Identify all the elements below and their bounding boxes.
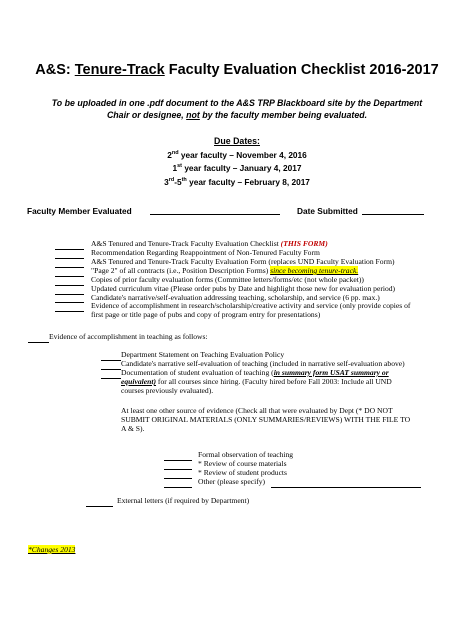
checkbox-line[interactable] [86,506,113,507]
checkbox-line[interactable] [164,478,192,479]
checklist-item-continued: first page or title page of pubs and copy of program entry for presentations) [91,310,321,319]
checkbox-line[interactable] [164,460,192,461]
due-date-2nd-year: 2nd year faculty – November 4, 2016 [167,150,307,160]
checklist-item: Recommendation Regarding Reappointment of Non-Tenured Faculty Form [91,248,320,257]
checkbox-line[interactable] [101,369,121,370]
due-dates-heading: Due Dates: [214,136,260,146]
checkbox-line[interactable] [101,360,121,361]
other-specify-field[interactable] [271,487,421,488]
faculty-member-label: Faculty Member Evaluated [27,206,132,216]
checklist-item: A&S Tenured and Tenure-Track Faculty Evaluation Checklist (THIS FORM) [91,239,328,248]
checklist-item: Candidate's narrative/self-evaluation addressing teaching, scholarship, and service (6 pp. max.) [91,293,380,302]
faculty-member-field[interactable] [150,214,280,215]
evidence-option: * Review of student products [198,468,288,477]
teaching-item: Candidate's narrative self-evaluation of teaching (included in narrative self-evaluation above) [121,359,405,368]
teaching-heading: Evidence of accomplishment in teaching as follows: [49,332,208,341]
evidence-option: Other (please specify) [198,477,266,486]
title-underlined: Tenure-Track [74,62,165,78]
other-evidence-text: At least one other source of evidence (Check all that were evaluated by Dept (* DO NOT [121,406,393,415]
teaching-item-continued: courses previously evaluated). [121,386,214,395]
evidence-option: Formal observation of teaching [198,450,294,459]
checkbox-line[interactable] [28,342,49,343]
date-submitted-field[interactable] [362,214,424,215]
teaching-item: Department Statement on Teaching Evaluation Policy [121,350,285,359]
other-evidence-text: SUBMIT ORIGINAL MATERIALS (ONLY SUMMARIES/REVIEWS) WITH THE FILE TO [121,415,411,424]
checkbox-line[interactable] [164,469,192,470]
checkbox-line[interactable] [55,311,84,312]
evidence-option: * Review of course materials [198,459,287,468]
date-submitted-label: Date Submitted [297,206,358,216]
checkbox-line[interactable] [101,378,121,379]
checkbox-line[interactable] [55,249,84,250]
checkbox-line[interactable] [55,258,84,259]
checkbox-line[interactable] [55,276,84,277]
checkbox-line[interactable] [55,294,84,295]
teaching-item: Documentation of student evaluation of teaching (in summary form USAT summary or [121,368,389,377]
due-date-1st-year: 1st year faculty – January 4, 2017 [172,163,302,173]
changes-note: *Changes 2013 [28,545,76,554]
checklist-item: Updated curriculum vitae (Please order pubs by Date and highlight those new for evaluation period) [91,284,396,293]
checkbox-line[interactable] [164,487,192,488]
subtitle: To be uploaded in one .pdf document to the A&S TRP Blackboard site by the Department Chair or designee, not by the faculty member being evaluated. [51,98,423,120]
other-evidence-text: A & S). [121,424,145,433]
checklist-item: A&S Tenured and Tenure-Track Faculty Evaluation Form (replaces UND Faculty Evaluation Form) [91,257,395,266]
checkbox-line[interactable] [55,267,84,268]
checklist-item: Evidence of accomplishment in research/scholarship/creative activity and service (only provide copies of [91,301,411,310]
teaching-item-continued: equivalent) for all courses since hiring. (Faculty hired before Fall 2003: Include all UND [121,377,392,386]
due-date-3rd-5th-year: 3rd-5th year faculty – February 8, 2017 [164,177,310,187]
checklist-item: "Page 2" of all contracts (i.e., Position Description Forms) since becoming tenure-track. [91,266,359,275]
checkbox-line[interactable] [55,285,84,286]
checklist-item: Copies of prior faculty evaluation forms (Committee letters/forms/etc (not whole packet)) [91,275,364,284]
page-title: A&S: Tenure-Track Faculty Evaluation Checklist 2016-2017 [35,62,439,78]
checkbox-line[interactable] [55,302,84,303]
external-letters: External letters (if required by Department) [117,496,250,505]
